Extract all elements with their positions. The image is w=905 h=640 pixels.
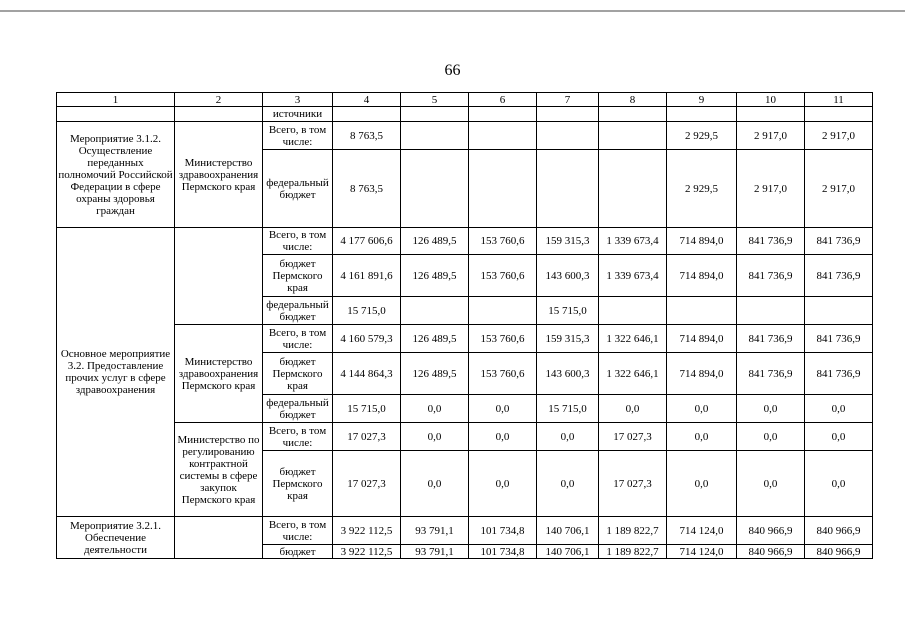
value-cell: 17 027,3	[333, 451, 401, 517]
source-cell: федеральный бюджет	[263, 150, 333, 228]
table-row	[57, 423, 873, 451]
value-cell: 0,0	[667, 395, 737, 423]
value-cell: 841 736,9	[737, 353, 805, 395]
value-cell: 840 966,9	[737, 545, 805, 559]
value-cell: 140 706,1	[537, 517, 599, 545]
source-cell: бюджет Пермского края	[263, 255, 333, 297]
value-cell: 15 715,0	[537, 297, 599, 325]
activity-name-cell: Основное мероприятие 3.2. Предоставление прочих услуг в сфере здравоохранения	[57, 228, 175, 517]
value-cell	[401, 150, 469, 228]
table-row	[57, 228, 873, 255]
value-cell: 15 715,0	[333, 395, 401, 423]
col-header: 3	[263, 93, 333, 107]
value-cell: 1 339 673,4	[599, 255, 667, 297]
executor-cell: Министерство здравоохранения Пермского края	[175, 122, 263, 228]
value-cell	[469, 150, 537, 228]
value-cell: 841 736,9	[737, 325, 805, 353]
value-cell: 2 917,0	[805, 150, 873, 228]
budget-table	[56, 92, 873, 559]
col-header: 1	[57, 93, 175, 107]
value-cell: 4 144 864,3	[333, 353, 401, 395]
col-header: 10	[737, 93, 805, 107]
value-cell: 126 489,5	[401, 353, 469, 395]
value-cell: 841 736,9	[805, 255, 873, 297]
source-cell: федеральный бюджет	[263, 395, 333, 423]
value-cell: 714 124,0	[667, 545, 737, 559]
value-cell: 2 929,5	[667, 122, 737, 150]
value-cell: 15 715,0	[537, 395, 599, 423]
value-cell: 101 734,8	[469, 545, 537, 559]
value-cell	[599, 297, 667, 325]
value-cell: 4 160 579,3	[333, 325, 401, 353]
value-cell: 1 189 822,7	[599, 517, 667, 545]
value-cell: 3 922 112,5	[333, 545, 401, 559]
source-cell: Всего, в том числе:	[263, 517, 333, 545]
source-cell: Всего, в том числе:	[263, 325, 333, 353]
value-cell: 0,0	[737, 423, 805, 451]
value-cell: 0,0	[667, 423, 737, 451]
value-cell: 0,0	[737, 395, 805, 423]
value-cell: 153 760,6	[469, 255, 537, 297]
value-cell: 0,0	[667, 451, 737, 517]
source-cell: бюджет	[263, 545, 333, 559]
col-header: 8	[599, 93, 667, 107]
value-cell: 159 315,3	[537, 228, 599, 255]
value-cell: 8 763,5	[333, 150, 401, 228]
value-cell	[401, 122, 469, 150]
value-cell: 0,0	[469, 395, 537, 423]
value-cell: 0,0	[805, 423, 873, 451]
scan-top-edge	[0, 0, 905, 3]
col-header: 7	[537, 93, 599, 107]
value-cell	[537, 122, 599, 150]
col-header: 6	[469, 93, 537, 107]
source-cell: бюджет Пермского края	[263, 451, 333, 517]
value-cell: 8 763,5	[333, 122, 401, 150]
source-cell: Всего, в том числе:	[263, 122, 333, 150]
value-cell: 841 736,9	[737, 228, 805, 255]
col-header: 11	[805, 93, 873, 107]
value-cell: 0,0	[401, 451, 469, 517]
value-cell: 0,0	[401, 395, 469, 423]
table-row	[57, 325, 873, 353]
value-cell: 2 917,0	[737, 150, 805, 228]
value-cell: 15 715,0	[333, 297, 401, 325]
value-cell: 0,0	[805, 451, 873, 517]
value-cell: 3 922 112,5	[333, 517, 401, 545]
value-cell: 714 894,0	[667, 353, 737, 395]
activity-name-cell: Мероприятие 3.1.2. Осуществление переданных полномочий Российской Федерации в сфере охраны здоровья граждан	[57, 122, 175, 228]
value-cell: 714 894,0	[667, 325, 737, 353]
page-number: 66	[444, 62, 461, 79]
value-cell: 126 489,5	[401, 228, 469, 255]
continuation-row	[57, 107, 873, 122]
value-cell: 714 894,0	[667, 228, 737, 255]
value-cell: 2 917,0	[805, 122, 873, 150]
source-cell: федеральный бюджет	[263, 297, 333, 325]
value-cell: 143 600,3	[537, 255, 599, 297]
value-cell: 126 489,5	[401, 255, 469, 297]
source-cell: источники	[263, 107, 333, 122]
executor-cell: Министерство по регулированию контрактной системы в сфере закупок Пермского края	[175, 423, 263, 517]
value-cell: 840 966,9	[805, 545, 873, 559]
value-cell: 0,0	[469, 423, 537, 451]
value-cell: 1 322 646,1	[599, 325, 667, 353]
value-cell: 0,0	[469, 451, 537, 517]
value-cell: 0,0	[737, 451, 805, 517]
value-cell	[469, 297, 537, 325]
source-cell: Всего, в том числе:	[263, 423, 333, 451]
value-cell: 1 339 673,4	[599, 228, 667, 255]
value-cell: 0,0	[599, 395, 667, 423]
value-cell: 840 966,9	[737, 517, 805, 545]
value-cell: 841 736,9	[805, 353, 873, 395]
value-cell: 2 929,5	[667, 150, 737, 228]
col-header: 9	[667, 93, 737, 107]
value-cell: 4 161 891,6	[333, 255, 401, 297]
value-cell: 93 791,1	[401, 545, 469, 559]
value-cell	[537, 150, 599, 228]
value-cell: 0,0	[537, 451, 599, 517]
value-cell: 17 027,3	[599, 451, 667, 517]
table-row	[57, 122, 873, 150]
value-cell	[667, 297, 737, 325]
scan-edge-lines	[0, 10, 905, 13]
value-cell: 714 124,0	[667, 517, 737, 545]
activity-name-cell: Мероприятие 3.2.1. Обеспечение деятельности	[57, 517, 175, 559]
value-cell	[599, 150, 667, 228]
value-cell: 93 791,1	[401, 517, 469, 545]
value-cell: 143 600,3	[537, 353, 599, 395]
value-cell: 126 489,5	[401, 325, 469, 353]
value-cell: 841 736,9	[737, 255, 805, 297]
value-cell: 140 706,1	[537, 545, 599, 559]
value-cell: 0,0	[805, 395, 873, 423]
value-cell	[469, 122, 537, 150]
value-cell	[737, 297, 805, 325]
value-cell: 841 736,9	[805, 228, 873, 255]
value-cell: 841 736,9	[805, 325, 873, 353]
value-cell: 101 734,8	[469, 517, 537, 545]
value-cell	[401, 297, 469, 325]
value-cell: 153 760,6	[469, 325, 537, 353]
executor-cell: Министерство здравоохранения Пермского края	[175, 325, 263, 423]
value-cell: 714 894,0	[667, 255, 737, 297]
table-row	[57, 517, 873, 545]
source-cell: бюджет Пермского края	[263, 353, 333, 395]
value-cell: 1 189 822,7	[599, 545, 667, 559]
source-cell: Всего, в том числе:	[263, 228, 333, 255]
value-cell: 0,0	[537, 423, 599, 451]
value-cell: 0,0	[401, 423, 469, 451]
value-cell: 4 177 606,6	[333, 228, 401, 255]
value-cell: 17 027,3	[599, 423, 667, 451]
header-row	[57, 93, 873, 107]
value-cell: 159 315,3	[537, 325, 599, 353]
value-cell: 17 027,3	[333, 423, 401, 451]
value-cell	[599, 122, 667, 150]
value-cell	[805, 297, 873, 325]
col-header: 2	[175, 93, 263, 107]
value-cell: 840 966,9	[805, 517, 873, 545]
value-cell: 2 917,0	[737, 122, 805, 150]
value-cell: 1 322 646,1	[599, 353, 667, 395]
value-cell: 153 760,6	[469, 353, 537, 395]
col-header: 5	[401, 93, 469, 107]
value-cell: 153 760,6	[469, 228, 537, 255]
col-header: 4	[333, 93, 401, 107]
